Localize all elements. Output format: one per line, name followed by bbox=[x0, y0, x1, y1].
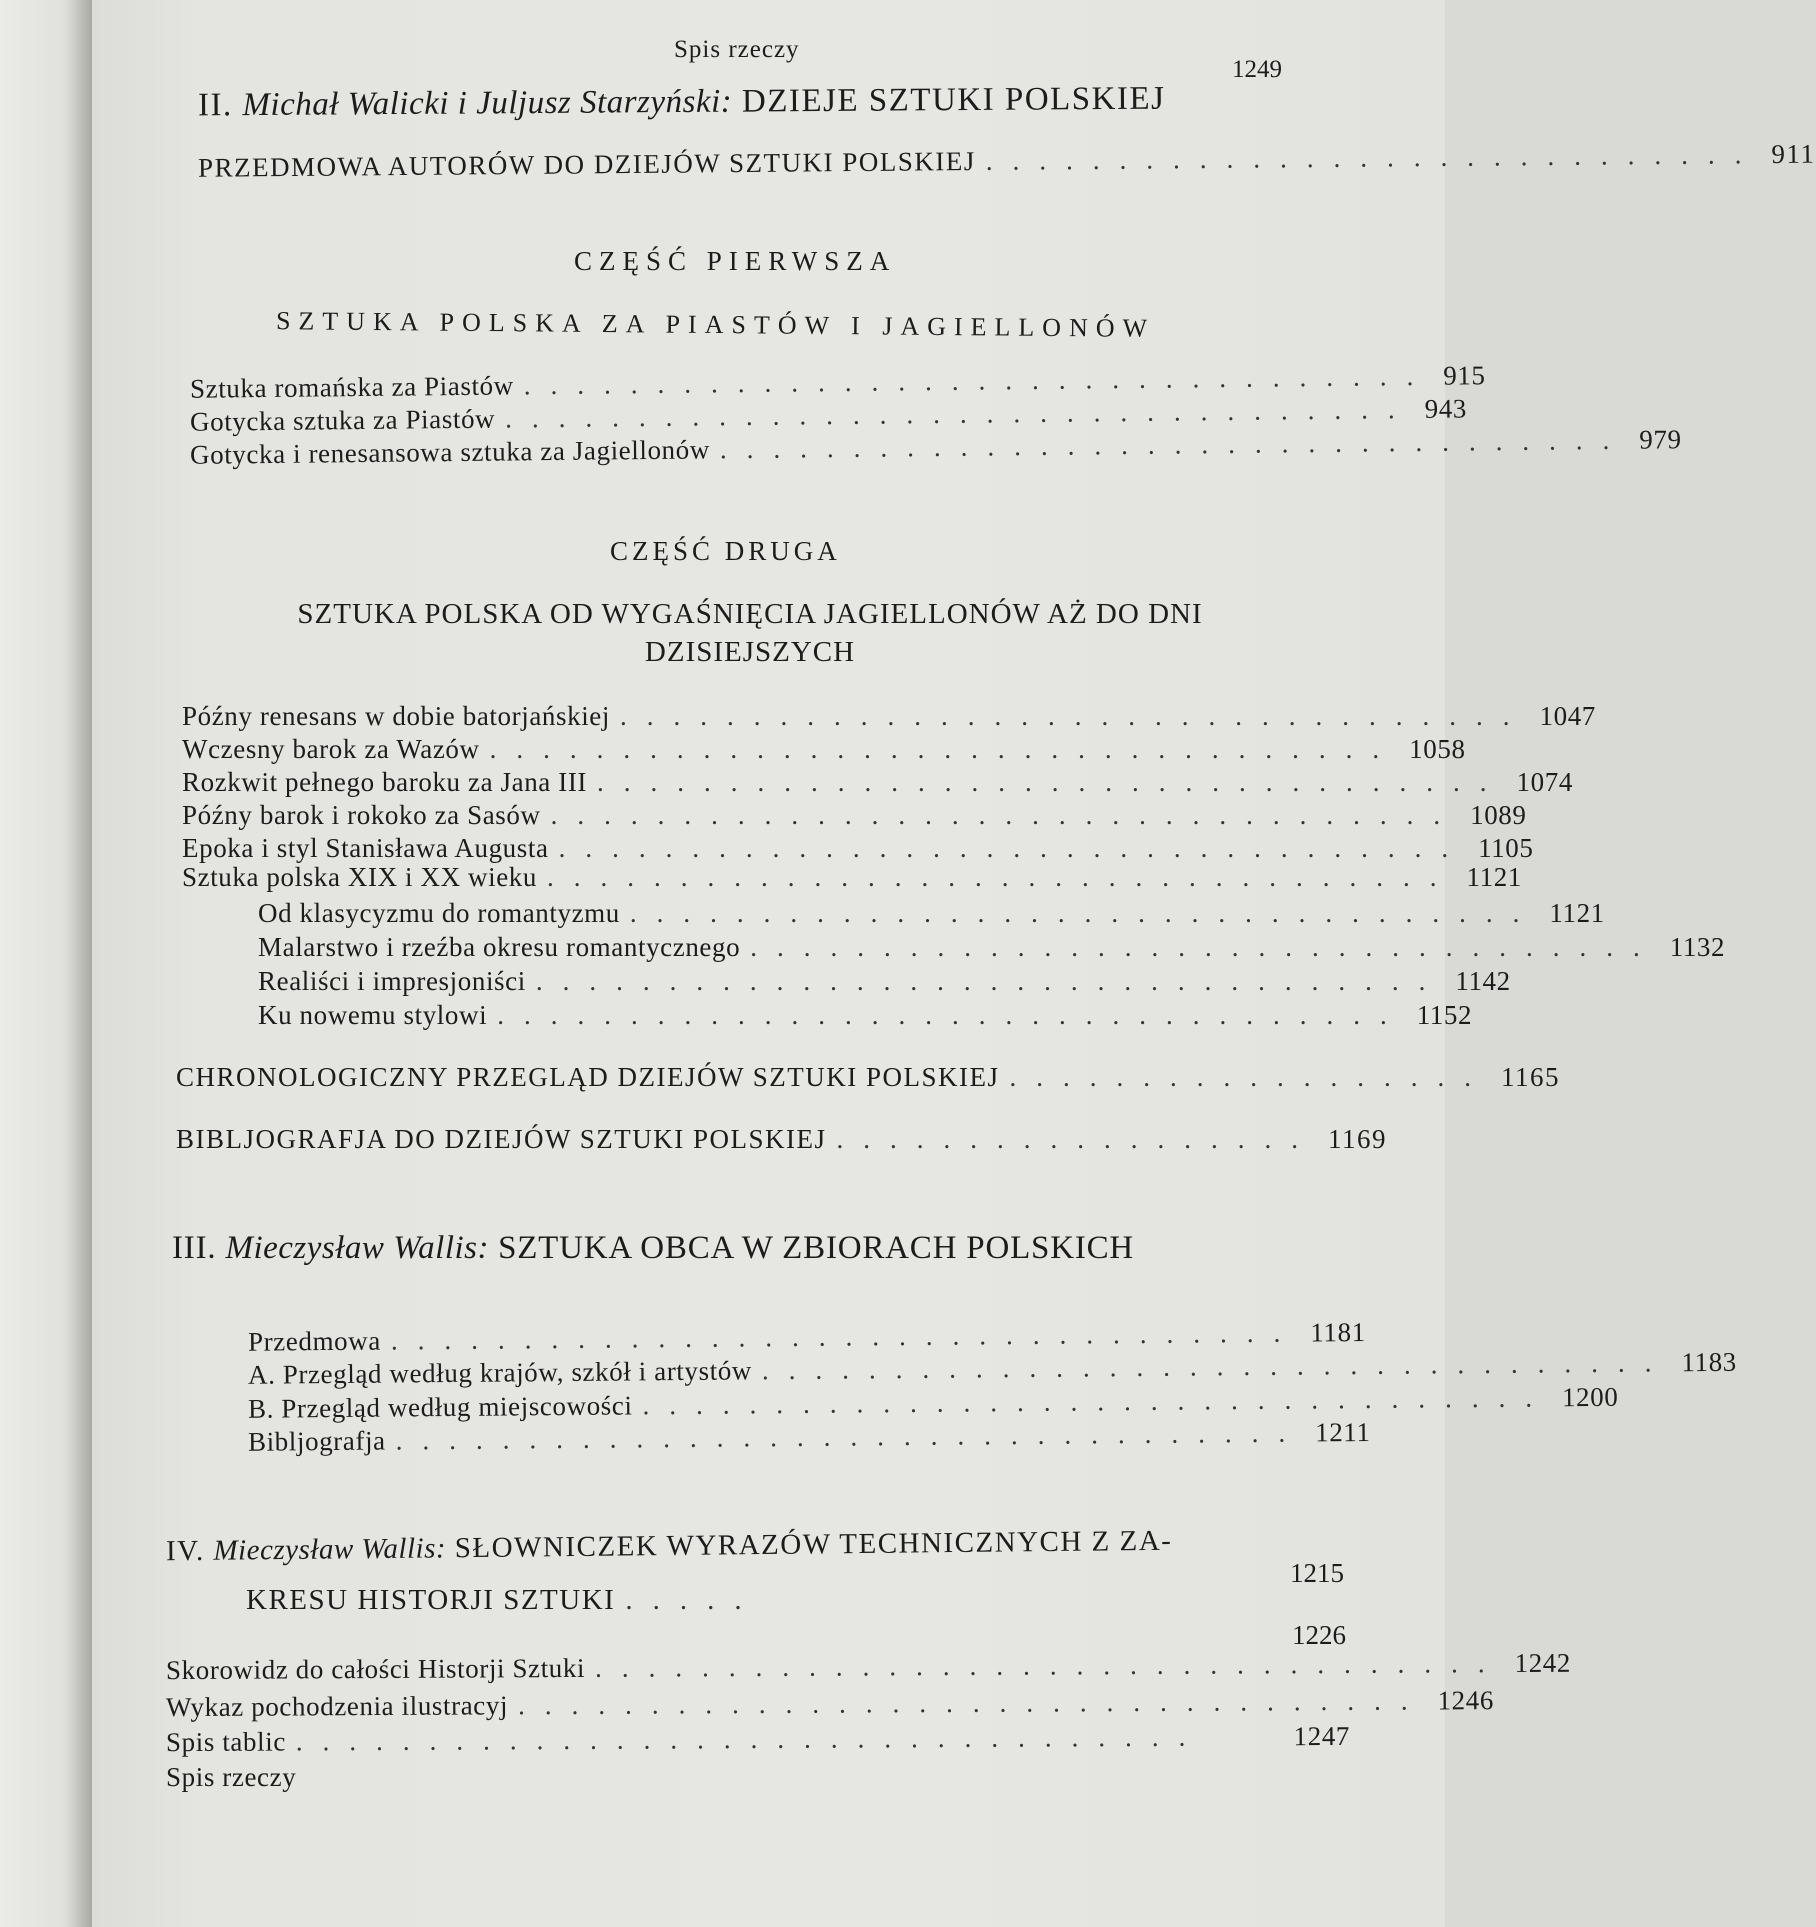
toc-page: 1047 bbox=[1539, 701, 1596, 731]
toc-label: B. Przegląd według miejscowości bbox=[247, 1390, 633, 1424]
toc-label: BIBLJOGRAFJA DO DZIEJÓW SZTUKI POLSKIEJ bbox=[176, 1124, 827, 1154]
toc-subentry: Od klasycyzmu do romantyzmu .................................. 1121 bbox=[258, 898, 1605, 928]
toc-entry bbox=[166, 1762, 1066, 1793]
toc-page: 1165 bbox=[1500, 1062, 1560, 1092]
part-iv-title-line2: KRESU HISTORJI SZTUKI bbox=[246, 1584, 616, 1616]
toc-entry: Sztuka romańska za Piastów .................................. 915 bbox=[189, 360, 1486, 404]
toc-entry: Sztuka polska XIX i XX wieku .................................. 1121 bbox=[182, 862, 1522, 892]
toc-page: 1181 bbox=[1310, 1316, 1366, 1348]
toc-page: 911 bbox=[1771, 138, 1816, 170]
toc-entry: Epoka i styl Stanisława Augusta .................................. 1105 bbox=[182, 833, 1534, 863]
toc-label: Wczesny barok za Wazów bbox=[182, 734, 480, 764]
toc-entry: Przedmowa .................................. 1181 bbox=[247, 1316, 1366, 1357]
toc-page: 1058 bbox=[1409, 734, 1466, 764]
toc-page: 1211 bbox=[1315, 1416, 1371, 1448]
section-1-heading: CZĘŚĆ PIERWSZA bbox=[574, 246, 897, 276]
toc-preface: PRZEDMOWA AUTORÓW DO DZIEJÓW SZTUKI POLSKIEJ ............................. 911 bbox=[197, 138, 1816, 183]
part-iv-title-line1: SŁOWNICZEK WYRAZÓW TECHNICZNYCH Z ZA- bbox=[454, 1524, 1173, 1565]
section-1-title: SZTUKA POLSKA ZA PIASTÓW I JAGIELLONÓW bbox=[275, 306, 1156, 343]
toc-page: 1169 bbox=[1328, 1124, 1388, 1154]
toc-chronology: CHRONOLOGICZNY PRZEGLĄD DZIEJÓW SZTUKI POLSKIEJ .................. 1165 bbox=[176, 1062, 1560, 1092]
toc-page: 1246 bbox=[1437, 1685, 1495, 1716]
toc-page: 1121 bbox=[1549, 898, 1605, 928]
toc-page: 979 bbox=[1639, 424, 1682, 455]
part-ii-numeral: II. bbox=[197, 87, 233, 124]
part-iii-numeral: III. bbox=[172, 1230, 217, 1266]
toc-label: Sztuka polska XIX i XX wieku bbox=[182, 862, 537, 892]
toc-entry: Spis tablic .................................. 1247 bbox=[165, 1720, 1351, 1758]
toc-label: PRZEDMOWA AUTORÓW DO DZIEJÓW SZTUKI POLSKIEJ bbox=[197, 145, 976, 183]
section-2-heading: CZĘŚĆ DRUGA bbox=[610, 536, 841, 566]
toc-subentry: Realiści i impresjoniści .................................. 1142 bbox=[258, 966, 1511, 996]
toc-page: 1152 bbox=[1416, 1000, 1473, 1030]
toc-label: Epoka i styl Stanisława Augusta bbox=[182, 833, 549, 863]
part-iii-title: SZTUKA OBCA W ZBIORACH POLSKICH bbox=[498, 1230, 1135, 1266]
toc-label: Bibljografja bbox=[247, 1425, 386, 1457]
toc-entry: B. Przegląd według miejscowości .................................. 1200 bbox=[247, 1381, 1619, 1424]
running-head: Spis rzeczy bbox=[674, 36, 800, 63]
part-iv-numeral: IV. bbox=[165, 1534, 205, 1568]
toc-label: Realiści i impresjoniści bbox=[258, 966, 526, 996]
part-iv-page: 1215 bbox=[1290, 1558, 1344, 1588]
part-iv-author: Mieczysław Wallis: bbox=[213, 1532, 447, 1567]
toc-page: 1105 bbox=[1478, 833, 1534, 863]
toc-page: 1200 bbox=[1561, 1381, 1619, 1413]
toc-label: Spis tablic bbox=[165, 1726, 286, 1758]
toc-label: Gotycka sztuka za Piastów bbox=[189, 403, 496, 437]
toc-page: 1183 bbox=[1681, 1346, 1737, 1378]
toc-entry: Gotycka sztuka za Piastów .................................. 943 bbox=[189, 393, 1468, 437]
toc-page: 1074 bbox=[1516, 767, 1573, 797]
toc-label: Skorowidz do całości Historji Sztuki bbox=[165, 1652, 586, 1686]
toc-entry: Wykaz pochodzenia ilustracyj .................................. 1246 bbox=[165, 1685, 1495, 1723]
toc-subentry: Malarstwo i rzeźba okresu romantycznego .................................. 1132 bbox=[258, 932, 1726, 962]
toc-page: 1121 bbox=[1466, 862, 1522, 892]
toc-label: Rozkwit pełnego baroku za Jana III bbox=[182, 767, 588, 797]
toc-page: 1142 bbox=[1455, 966, 1511, 996]
toc-entry: Bibljografja .................................. 1211 bbox=[247, 1416, 1371, 1457]
toc-entry: Gotycka i renesansowa sztuka za Jagiellonów .................................. 979 bbox=[189, 424, 1682, 470]
toc-label: Od klasycyzmu do romantyzmu bbox=[258, 898, 620, 928]
toc-page: 1089 bbox=[1470, 800, 1527, 830]
toc-bibliography: BIBLJOGRAFJA DO DZIEJÓW SZTUKI POLSKIEJ .................. 1169 bbox=[176, 1124, 1388, 1154]
toc-label: Wykaz pochodzenia ilustracyj bbox=[165, 1690, 509, 1723]
part-iv-heading-line2: KRESU HISTORJI SZTUKI ..... bbox=[246, 1584, 762, 1616]
toc-page: 943 bbox=[1424, 393, 1468, 424]
toc-label: Malarstwo i rzeźba okresu romantycznego bbox=[258, 932, 741, 962]
toc-entry: Skorowidz do całości Historji Sztuki .................................. 1242 bbox=[165, 1647, 1572, 1686]
part-ii-authors: Michał Walicki i Juljusz Starzyński: bbox=[242, 83, 733, 124]
toc-label: Gotycka i renesansowa sztuka za Jagiellonów bbox=[189, 434, 711, 470]
book-gutter bbox=[0, 0, 92, 1927]
toc-label: Sztuka romańska za Piastów bbox=[189, 370, 514, 404]
section-2-title-line2: DZISIEJSZYCH bbox=[644, 636, 856, 668]
back-matter-first-page: 1226 bbox=[1292, 1620, 1346, 1650]
toc-label: CHRONOLOGICZNY PRZEGLĄD DZIEJÓW SZTUKI POLSKIEJ bbox=[176, 1062, 1000, 1092]
toc-entry: Późny renesans w dobie batorjańskiej .................................. 1047 bbox=[182, 701, 1596, 731]
toc-entry: Rozkwit pełnego baroku za Jana III .................................. 1074 bbox=[182, 767, 1573, 797]
part-ii-title: DZIEJE SZTUKI POLSKIEJ bbox=[741, 80, 1166, 120]
toc-page: 1242 bbox=[1514, 1647, 1572, 1679]
part-iii-heading bbox=[172, 1230, 1134, 1267]
toc-label: Późny barok i rokoko za Sasów bbox=[182, 800, 541, 830]
toc-entry: Wczesny barok za Wazów .................................. 1058 bbox=[182, 734, 1466, 764]
section-2-title-line1: SZTUKA POLSKA OD WYGAŚNIĘCIA JAGIELLONÓW AŻ DO DNI bbox=[297, 598, 1203, 630]
toc-label: Spis rzeczy bbox=[166, 1762, 297, 1792]
toc-page: 915 bbox=[1443, 360, 1486, 391]
toc-label: Późny renesans w dobie batorjańskiej bbox=[182, 701, 610, 731]
toc-label: A. Przegląd według krajów, szkół i artystów bbox=[247, 1355, 753, 1390]
page-number: 1249 bbox=[1232, 56, 1282, 83]
toc-label: Przedmowa bbox=[247, 1325, 382, 1357]
part-iii-author: Mieczysław Wallis: bbox=[225, 1230, 489, 1266]
toc-page: 1132 bbox=[1669, 932, 1726, 962]
toc-subentry: Ku nowemu stylowi .................................. 1152 bbox=[258, 1000, 1473, 1030]
toc-entry: A. Przegląd według krajów, szkół i artystów .................................. 1183 bbox=[247, 1346, 1737, 1390]
toc-label: Ku nowemu stylowi bbox=[258, 1000, 488, 1030]
toc-entry: Późny barok i rokoko za Sasów .................................. 1089 bbox=[182, 800, 1527, 830]
toc-page: 1247 bbox=[1293, 1720, 1351, 1752]
part-ii-heading bbox=[198, 81, 1166, 125]
